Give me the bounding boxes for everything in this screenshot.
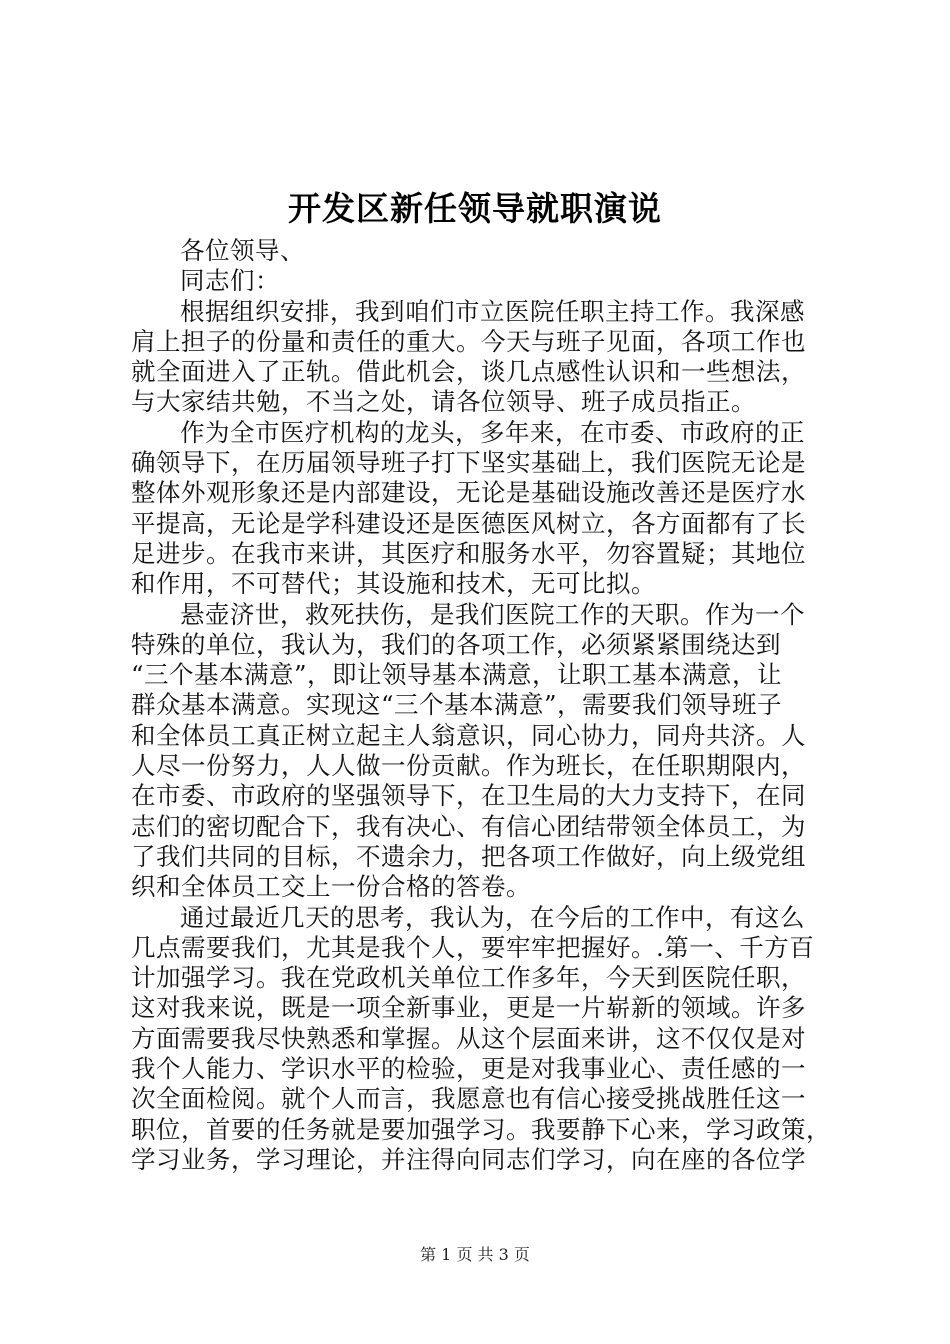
text-line: 肩上担子的份量和责任的重大。今天与班子见面，各项工作也 [131,326,806,356]
text-line: 各位领导、 [180,236,305,265]
text-line: 这对我来说，既是一项全新事业，更是一片崭新的领域。许多 [131,993,806,1023]
text-line: 志们的密切配合下，我有决心、有信心团结带领全体员工，为 [131,811,806,841]
text-line: 次全面检阅。就个人而言，我愿意也有信心接受挑战胜任这一 [131,1084,806,1114]
text-line: 人尽一份努力，人人做一份贡献。作为班长，在任职期限内， [131,751,806,781]
text-line: 通过最近几天的思考，我认为，在今后的工作中，有这么 [180,902,805,932]
text-line: 与大家结共勉，不当之处，请各位领导、班子成员指正。 [131,387,756,417]
text-line: 根据组织安排，我到咱们市立医院任职主持工作。我深感 [180,296,805,326]
text-line: 就全面进入了正轨。借此机会，谈几点感性认识和一些想法， [131,357,806,387]
text-line: “三个基本满意”，即让领导基本满意，让职工基本满意，让 [131,660,783,690]
text-line: 方面需要我尽快熟悉和掌握。从这个层面来讲，这不仅仅是对 [131,1023,806,1053]
text-line: 整体外观形象还是内部建设，无论是基础设施改善还是医疗水 [131,478,806,508]
text-line: 平提高，无论是学科建设还是医德医风树立，各方面都有了长 [131,508,806,538]
text-line: 职位，首要的任务就是要加强学习。我要静下心来，学习政策， [131,1114,831,1144]
text-line: 和作用，不可替代；其设施和技术，无可比拟。 [131,569,656,599]
text-line: 了我们共同的目标，不遗余力，把各项工作做好，向上级党组 [131,841,806,871]
text-line: 悬壶济世，救死扶伤，是我们医院工作的天职。作为一个 [180,599,805,629]
text-line: 在市委、市政府的坚强领导下，在卫生局的大力支持下，在同 [131,781,806,811]
text-line: 作为全市医疗机构的龙头，多年来，在市委、市政府的正 [180,417,805,447]
text-line: 确领导下，在历届领导班子打下坚实基础上，我们医院无论是 [131,448,806,478]
text-line: 和全体员工真正树立起主人翁意识，同心协力，同舟共济。人 [131,720,806,750]
text-line: 我个人能力、学识水平的检验，更是对我事业心、责任感的一 [131,1054,806,1084]
text-line: 同志们： [180,266,280,296]
text-line: 特殊的单位，我认为，我们的各项工作，必须紧紧围绕达到 [131,629,781,659]
page-footer: 第 1 页 共 3 页 [420,1245,530,1264]
text-line: 几点需要我们，尤其是我个人，要牢牢把握好。.第一、千方百 [131,932,815,962]
text-line: 群众基本满意。实现这“三个基本满意”，需要我们领导班子 [131,690,783,720]
document-body [131,236,831,1175]
text-line: 学习业务，学习理论，并注得向同志们学习，向在座的各位学 [131,1144,806,1174]
text-line: 足进步。在我市来讲，其医疗和服务水平，勿容置疑；其地位 [131,538,806,568]
text-line: 计加强学习。我在党政机关单位工作多年，今天到医院任职， [131,963,806,993]
document-title: 开发区新任领导就职演说 [288,189,662,228]
text-line: 织和全体员工交上一份合格的答卷。 [131,872,531,902]
